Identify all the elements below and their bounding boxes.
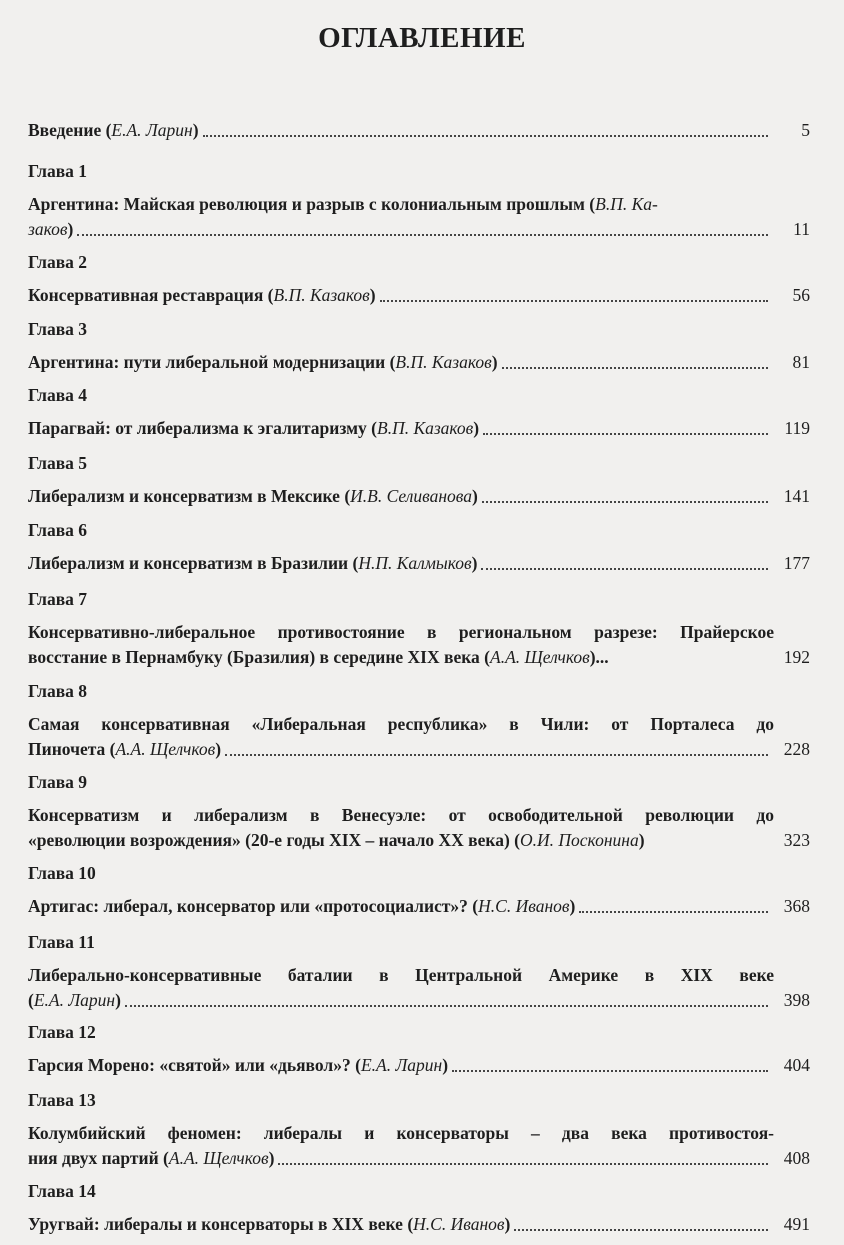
entry-author: заков: [28, 219, 68, 239]
toc-entry-chapter-12: Глава 12 Гарсия Морено: «святой» или «дьявол»? (Е.А. Ларин) 404: [28, 1021, 810, 1078]
entry-author: А.А. Щелчков: [490, 647, 590, 667]
chapter-label: Глава 12: [28, 1022, 96, 1042]
dot-leader: [125, 1005, 768, 1007]
page-number: 491: [783, 1214, 810, 1234]
intro-author: Е.А. Ларин: [111, 120, 193, 140]
page-number: 398: [783, 990, 810, 1010]
entry-author: В.П. Казаков: [273, 285, 370, 305]
page-number: 323: [783, 830, 810, 850]
chapter-label: Глава 13: [28, 1090, 96, 1110]
toc-entry-chapter-2: Глава 2 Консервативная реставрация (В.П. Казаков) 56: [28, 251, 810, 308]
entry-title-line-1: Консерватизм и либерализм в Венесуэле: от освободительной революции до: [28, 805, 774, 825]
dot-leader: [278, 1163, 768, 1165]
toc-entry-chapter-7: Глава 7 Консервативно-либеральное противостояние в региональном разрезе: Прайерское восстание в Пернамбуку (Бразилия) в середине XIX века (А.А. Щелчков)... 192: [28, 588, 810, 670]
page-title: ОГЛАВЛЕНИЕ: [318, 22, 526, 54]
chapter-label: Глава 1: [28, 161, 88, 181]
toc-entry-chapter-10: Глава 10 Артигас: либерал, консерватор или «протосоциалист»? (Н.С. Иванов) 368: [28, 862, 810, 919]
dot-leader: [502, 367, 768, 369]
entry-title-line-1: Либерально-консервативные баталии в Центральной Америке в XIX веке: [28, 965, 774, 985]
entry-title-line-1: Аргентина: Майская революция и разрыв с колониальным прошлым (В.П. Ка-: [28, 194, 658, 214]
toc-entry-chapter-3: Глава 3 Аргентина: пути либеральной модернизации (В.П. Казаков) 81: [28, 318, 810, 375]
page-number: 228: [783, 739, 810, 759]
chapter-label: Глава 4: [28, 385, 88, 405]
chapter-label: Глава 2: [28, 252, 88, 272]
entry-author: Е.А. Ларин: [360, 1055, 443, 1075]
toc-entry-chapter-4: Глава 4 Парагвай: от либерализма к эгалитаризму (В.П. Казаков) 119: [28, 384, 810, 441]
page-number: 11: [793, 219, 810, 239]
toc-entry-chapter-1: Глава 1 Аргентина: Майская революция и разрыв с колониальным прошлым (В.П. Ка- заков) 11: [28, 160, 810, 242]
dot-leader: [380, 300, 768, 302]
dot-leader: [483, 433, 768, 435]
entry-author: А.А. Щелчков: [115, 739, 216, 759]
entry-title-line-1: Самая консервативная «Либеральная республика» в Чили: от Порталеса до: [28, 714, 774, 734]
dot-leader: [579, 911, 768, 913]
toc-entry-chapter-8: Глава 8 Самая консервативная «Либеральная республика» в Чили: от Порталеса до Пиночета (А.А. Щелчков) 228: [28, 680, 810, 762]
dot-leader: [514, 1229, 768, 1231]
dot-leader: [452, 1070, 768, 1072]
page-number: 141: [783, 486, 810, 506]
chapter-label: Глава 9: [28, 772, 88, 792]
page-number: 5: [801, 120, 810, 140]
toc-entry-chapter-11: Глава 11 Либерально-консервативные баталии в Центральной Америке в XIX веке (Е.А. Ларин) 398: [28, 931, 810, 1013]
toc-entry-chapter-13: Глава 13 Колумбийский феномен: либералы и консерваторы – два века противостоя- ния двух партий (А.А. Щелчков) 408: [28, 1089, 810, 1171]
toc-entry-chapter-5: Глава 5 Либерализм и консерватизм в Мексике (И.В. Селиванова) 141: [28, 452, 810, 509]
intro-title: Введение: [28, 120, 102, 140]
page-number: 368: [783, 896, 810, 916]
page-number: 192: [783, 647, 810, 667]
toc-entry-chapter-9: Глава 9 Консерватизм и либерализм в Венесуэле: от освободительной революции до «революции возрождения» (20-е годы XIX – начало XX века) (О.И. Посконина) 323: [28, 771, 810, 853]
chapter-label: Глава 5: [28, 453, 88, 473]
entry-author: А.А. Щелчков: [168, 1148, 269, 1168]
entry-author: В.П. Казаков: [395, 352, 492, 372]
dot-leader: [77, 234, 768, 236]
page-number: 404: [783, 1055, 810, 1075]
dot-leader: [225, 754, 768, 756]
entry-author: Н.С. Иванов: [413, 1214, 505, 1234]
chapter-label: Глава 8: [28, 681, 88, 701]
toc-entry-chapter-6: Глава 6 Либерализм и консерватизм в Бразилии (Н.П. Калмыков) 177: [28, 519, 810, 576]
entry-author: И.В. Селиванова: [350, 486, 472, 506]
toc-entry-intro: Введение (Е.А. Ларин) 5: [28, 118, 810, 143]
page-number: 81: [792, 352, 810, 372]
entry-author: В.П. Казаков: [377, 418, 474, 438]
chapter-label: Глава 7: [28, 589, 88, 609]
dot-leader: [203, 135, 768, 137]
dot-leader: [481, 568, 768, 570]
page-number: 56: [792, 285, 810, 305]
entry-title-line-1: Колумбийский феномен: либералы и консерваторы – два века противостоя-: [28, 1123, 774, 1143]
entry-title-line-1: Консервативно-либеральное противостояние в региональном разрезе: Прайерское: [28, 622, 774, 642]
entry-author: Н.П. Калмыков: [358, 553, 472, 573]
toc-entry-chapter-14: Глава 14 Уругвай: либералы и консерваторы в XIX веке (Н.С. Иванов) 491: [28, 1180, 810, 1237]
chapter-label: Глава 6: [28, 520, 88, 540]
page-number: 177: [783, 553, 810, 573]
chapter-label: Глава 14: [28, 1181, 96, 1201]
page-number: 408: [783, 1148, 810, 1168]
page-number: 119: [784, 418, 810, 438]
entry-author: Н.С. Иванов: [478, 896, 570, 916]
entry-author: Е.А. Ларин: [33, 990, 116, 1010]
entry-author: О.И. Посконина: [520, 830, 639, 850]
dot-leader: [482, 501, 768, 503]
chapter-label: Глава 11: [28, 932, 95, 952]
chapter-label: Глава 10: [28, 863, 96, 883]
chapter-label: Глава 3: [28, 319, 88, 339]
